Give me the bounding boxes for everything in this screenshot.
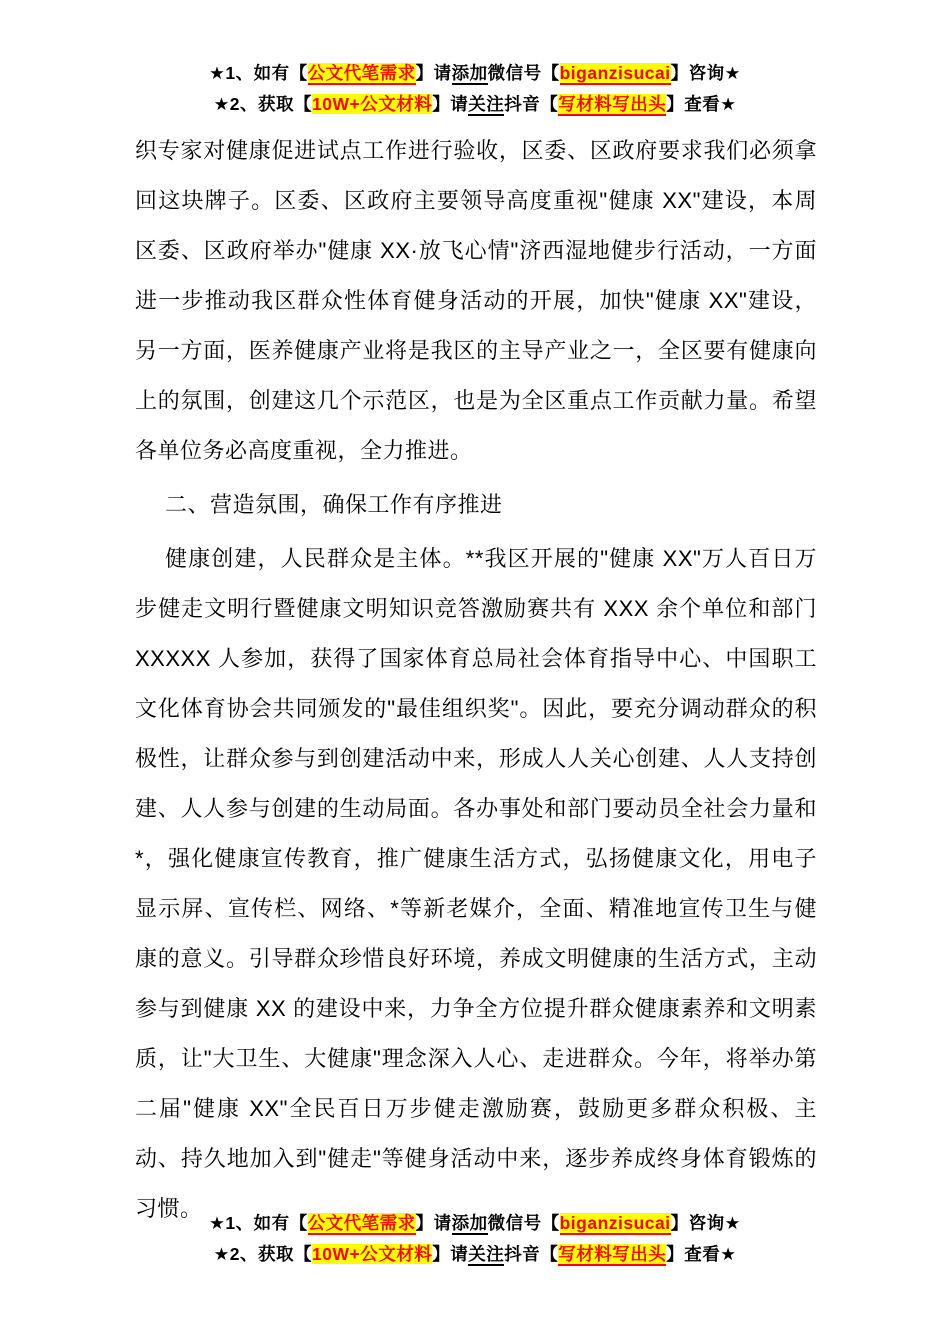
notice-segment-plain: 】查看★ (666, 1244, 737, 1264)
notice-segment-underline: 添加 (451, 63, 488, 83)
notice-segment-hl-red: 10W+公文材料 (312, 1244, 433, 1264)
notice-segment-hl-red-underline: biganzisucai (559, 1213, 671, 1233)
notice-segment-plain: 】请 (415, 1213, 452, 1233)
notice-segment-underline: 添加 (451, 1213, 488, 1233)
notice-segment-plain: 】咨询★ (670, 1213, 741, 1233)
notice-segment-hl-red-underline: 写材料写出头 (558, 1244, 667, 1264)
notice-header-line-2 (0, 89, 950, 120)
notice-segment-plain: 】查看★ (666, 94, 737, 114)
notice-segment-hl-red-underline: 写材料写出头 (558, 94, 667, 114)
notice-segment-hl-red-underline: 公文代笔需求 (307, 63, 416, 83)
notice-footer (0, 1208, 950, 1270)
notice-segment-hl-red-underline: 公文代笔需求 (307, 1213, 416, 1233)
notice-segment-plain: ★2、获取【 (213, 1244, 312, 1264)
body-paragraph: 织专家对健康促进试点工作进行验收，区委、区政府要求我们必须拿回这块牌子。区委、区政府主要领导高度重视"健康 XX"建设，本周区委、区政府举办"健康 XX·放飞心情"济西湿地健步行活动，一方面进一步推动我区群众性体育健身活动的开展，加快"健康 XX"建设，另一方面，医养健康产业将是我区的主导产业之一，全区要有健康向上的氛围，创建这几个示范区，也是为全区重点工作贡献力量。希望各单位务必高度重视，全力推进。 (135, 138, 817, 463)
notice-segment-plain: 】请 (415, 63, 452, 83)
notice-segment-plain: ★1、如有【 (209, 1213, 308, 1233)
notice-segment-plain: 】请 (432, 94, 469, 114)
notice-segment-plain: ★2、获取【 (213, 94, 312, 114)
notice-segment-plain: 抖音【 (504, 94, 559, 114)
document-body (135, 126, 817, 1238)
notice-header-line-1 (0, 58, 950, 89)
notice-segment-underline: 关注 (468, 94, 505, 114)
body-paragraph: 健康创建，人民群众是主体。**我区开展的"健康 XX"万人百日万步健走文明行暨健康文明知识竞答激励赛共有 XXX 余个单位和部门 XXXXX 人参加，获得了国家体育总局社会体育指导中心、中国职工文化体育协会共同颁发的"最佳组织奖"。因此，要充分调动群众的积极性，让群众参与到创建活动中来，形成人人关心创建、人人支持创建、人人参与创建的生动局面。各办事处和部门要动员全社会力量和*，强化健康宣传教育，推广健康生活方式，弘扬健康文化，用电子显示屏、宣传栏、网络、*等新老媒介，全面、精准地宣传卫生与健康的意义。引导群众珍惜良好环境，养成文明健康的生活方式，主动参与到健康 XX 的建设中来，力争全方位提升群众健康素养和文明素质，让"大卫生、大健康"理念深入人心、走进群众。今年，将举办第二届"健康 XX"全民百日万步健走激励赛，鼓励更多群众积极、主动、持久地加入到"健走"等健身活动中来，逐步养成终身体育锻炼的习惯。 (135, 546, 817, 1221)
notice-segment-plain: 微信号【 (487, 63, 560, 83)
notice-segment-plain: 微信号【 (487, 1213, 560, 1233)
notice-segment-plain: 抖音【 (504, 1244, 559, 1264)
notice-segment-plain: ★1、如有【 (209, 63, 308, 83)
notice-footer-line-1 (0, 1208, 950, 1239)
notice-header (0, 58, 950, 120)
notice-segment-hl-red: 10W+公文材料 (312, 94, 433, 114)
section-heading: 二、营造氛围，确保工作有序推进 (165, 492, 503, 517)
notice-footer-line-2 (0, 1239, 950, 1270)
notice-segment-plain: 】咨询★ (670, 63, 741, 83)
notice-segment-hl-red-underline: biganzisucai (559, 63, 671, 83)
notice-segment-plain: 】请 (432, 1244, 469, 1264)
notice-segment-underline: 关注 (468, 1244, 505, 1264)
